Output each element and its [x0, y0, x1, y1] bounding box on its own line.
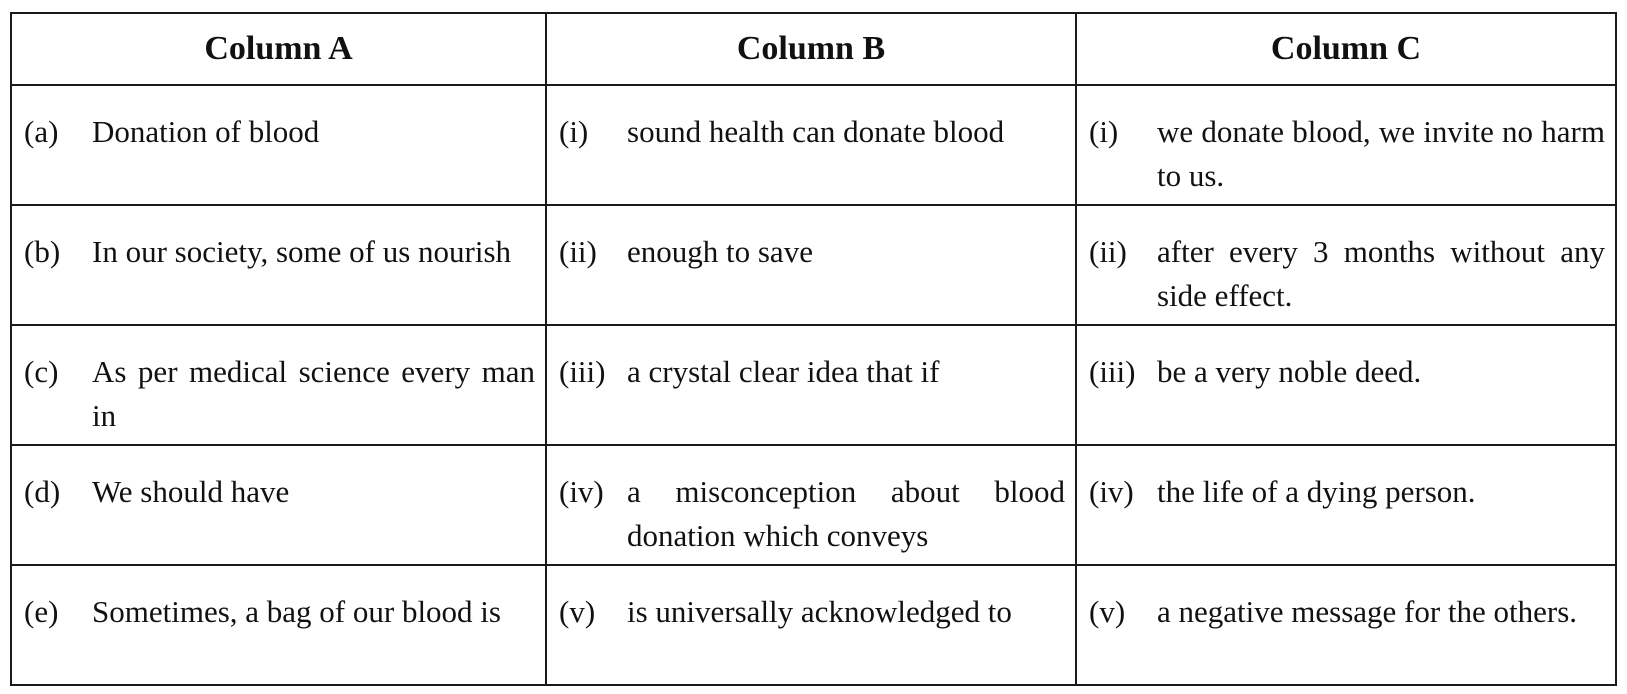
column-c-cell	[1076, 325, 1616, 445]
column-b-header: Column B	[546, 13, 1076, 85]
item-label: (iii)	[559, 354, 606, 389]
item-label: (ii)	[1089, 234, 1127, 269]
item-text: We should have	[92, 474, 290, 509]
column-a-cell	[11, 205, 546, 325]
matching-table	[10, 12, 1617, 686]
table-row	[11, 325, 1616, 445]
item-text: Sometimes, a bag of our blood is	[92, 594, 501, 629]
item-text: after every 3 months without any side effect.	[1157, 234, 1605, 313]
item-label: (v)	[559, 594, 596, 629]
item-text: As per medical science every man in	[92, 354, 535, 433]
item-label: (iv)	[559, 474, 604, 509]
item-label: (a)	[24, 114, 59, 149]
item-text: a crystal clear idea that if	[627, 354, 940, 389]
table-row	[11, 205, 1616, 325]
column-a-cell	[11, 325, 546, 445]
item-label: (v)	[1089, 594, 1126, 629]
item-label: (i)	[1089, 114, 1119, 149]
item-text: be a very noble deed.	[1157, 354, 1422, 389]
table-row	[11, 85, 1616, 205]
item-text: is universally acknowledged to	[627, 594, 1012, 629]
item-label: (iv)	[1089, 474, 1134, 509]
item-text: we donate blood, we invite no harm to us.	[1157, 114, 1605, 193]
item-text: Donation of blood	[92, 114, 320, 149]
item-text: In our society, some of us nourish	[92, 234, 512, 269]
column-a-header: Column A	[11, 13, 546, 85]
column-c-cell	[1076, 565, 1616, 685]
column-c-cell	[1076, 445, 1616, 565]
column-c-cell	[1076, 85, 1616, 205]
item-label: (iii)	[1089, 354, 1136, 389]
item-label: (ii)	[559, 234, 597, 269]
item-label: (i)	[559, 114, 589, 149]
item-label: (e)	[24, 594, 59, 629]
column-b-cell	[546, 325, 1076, 445]
item-text: a negative message for the others.	[1157, 594, 1578, 629]
column-a-cell	[11, 565, 546, 685]
table-row	[11, 565, 1616, 685]
column-c-header: Column C	[1076, 13, 1616, 85]
item-label: (d)	[24, 474, 61, 509]
item-text: sound health can donate blood	[627, 114, 1005, 149]
column-c-cell	[1076, 205, 1616, 325]
item-label: (b)	[24, 234, 61, 269]
header-row	[11, 13, 1616, 85]
item-label: (c)	[24, 354, 59, 389]
item-text: a misconception about blood donation which conveys	[627, 474, 1065, 553]
column-a-cell	[11, 85, 546, 205]
column-b-cell	[546, 85, 1076, 205]
item-text: enough to save	[627, 234, 813, 269]
column-b-cell	[546, 205, 1076, 325]
column-a-cell	[11, 445, 546, 565]
item-text: the life of a dying person.	[1157, 474, 1476, 509]
column-b-cell	[546, 445, 1076, 565]
column-b-cell	[546, 565, 1076, 685]
table-row	[11, 445, 1616, 565]
